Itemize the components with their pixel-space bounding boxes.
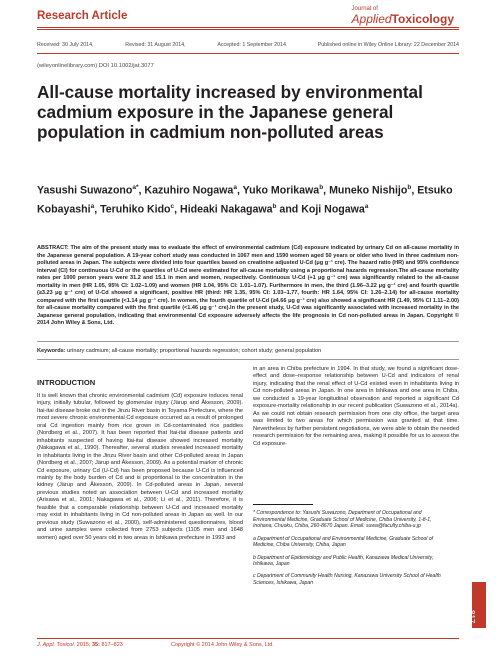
header-rule-top [37, 27, 459, 28]
page-number: 817 [467, 610, 476, 624]
author-separator: , [411, 184, 418, 197]
introduction-left-column: It is well known that chronic environmental cadmium (Cd) exposure induces renal injury, initially tubular, followed by glomerular injury (Järup and Åkesson, 2009). Itai-itai disease broke out in the Jinzu River basin in Toyama Prefecture, where the most severe chronic environmental Cd exposure occurred as a result of prolonged oral Cd ingestion mainly from rice grown in Cd-contaminated rice paddies (Nordberg et al., 2007). It has been reported that Itai-itai disease patients and inhabitants suspected of having Itai-itai disease showed increased mortality (Nakagawa et al., 1990). Thereafter, several studies revealed increased mortality in inhabitants living in the Jinzu River basin and other Cd-polluted areas in Japan (Nordberg et al., 2007; Järup and Åkesson, 2009). As a potential marker of chronic Cd exposure, urinary Cd (U-Cd) has been proposed because U-Cd is influenced mainly by the body burden of Cd and is proportional to the concentration in the kidney (Järup and Åkesson, 2009). In Cd-polluted areas in Japan, several previous studies noted an association between U-Cd and increased mortality (Arisawa et al., 2001; Nakagawa et al., 2006; Li et al., 2011). Therefore, it is feasible that a comparable relationship between U-Cd and increased mortality may exist in inhabitants living in Cd non-polluted areas in Japan as well. In our previous study (Suwazono et al., 2000), self-administered questionnaires, blood and urine samples were collected from 2753 subjects (1105 men and 1648 women) aged over 50 years old in two areas in Ishikawa prefecture in 1993 and [37, 393, 243, 541]
footnote-affiliation-b: b Department of Epidemiology and Public Health, Kanazawa Medical University, Ishikawa, Japan [253, 554, 434, 568]
accepted-date: Accepted: 1 September 2014 [217, 42, 286, 48]
author-name: Muneko Nishijo [329, 184, 408, 197]
author-name: Yuko Morikawa [242, 184, 320, 197]
author-affiliation-marker: a [233, 184, 237, 191]
author-affiliation-marker: b [319, 184, 324, 191]
journal-toxicology-text: Toxicology [391, 12, 454, 26]
citation-year: 2015; [76, 642, 91, 648]
author-separator: , [236, 184, 243, 197]
footnote-correspondence: * Correspondence to: Yasushi Suwazono, Department of Occupational and Environmental Medicine, Graduate School of Medicine, Chiba University, 1-8-1, Inohana, Chuoku, Chiba, 260-8670 Japan. Email: suwa@faculty.chiba-u.jp [253, 510, 432, 530]
article-type-label: Research Article [37, 10, 128, 22]
keywords-label: Keywords: [37, 348, 66, 354]
author-affiliation-marker: b [272, 202, 277, 210]
author-separator: , [138, 184, 145, 197]
citation-journal: J. Appl. Toxicol. [37, 642, 76, 648]
footnote-rule [253, 504, 313, 505]
dates-rule [37, 53, 459, 54]
journal-applied-text: Applied [351, 12, 392, 26]
introduction-heading: INTRODUCTION [37, 378, 96, 387]
keywords-text: urinary cadmium; all-cause mortality; proportional hazards regression; cohort study; general population [67, 348, 322, 354]
abstract: ABSTRACT: The aim of the present study was to evaluate the effect of environmental cadmium (Cd) exposure indicated by urinary Cd on all-cause mortality in the Japanese general population. A 19-year cohort study was conducted in 1067 men and 1590 women aged 50 years or older who lived in three cadmium non-polluted areas in Japan. The subjects were divided into four quartiles based on creatinine adjusted U-Cd (μg g⁻¹ cre). The hazard ratio (HR) and 95% confidence interval (CI) for continuous U-Cd or the quartiles of U-Cd were estimated for all-cause mortality using a proportional hazards regression.The all-cause mortality rates per 1000 person years were 31.2 and 15.1 in men and women, respectively. Continuous U-Cd (+1 μg g⁻¹ cre) was significantly related to the all-cause mortality in men (HR 1.05, 95% CI: 1.02–1.09) and women (HR 1.04, 95% CI: 1.01–1.07). Furthermore in men, the third (1.96–3.22 μg g⁻¹ cre) and fourth quartile (≥3.23 μg g⁻¹ cre) of U-Cd showed a significant, positive HR (third: HR 1.35, 95% CI: 1.03–1.77, fourth: HR 1.64, 95% CI: 1.26–2.14) for all-cause mortality compared with the first quartile (<1.14 μg g⁻¹ cre). In women, the fourth quartile of U-Cd (≥4.66 μg g⁻¹ cre) also showed a significant HR (1.49, 95% CI 1.11–2.00) for all-cause mortality compared with the first quartile (<1.46 μg g⁻¹ cre).In the present study, U-Cd was significantly associated with increased mortality in the Japanese general population, indicating that environmental Cd exposure adversely affects the life prognosis in Cd non-polluted areas in Japan. Copyright © 2014 John Wiley & Sons, Ltd. [37, 245, 459, 326]
article-title: All-cause mortality increased by environmental cadmium exposure in the Japanese general population in cadmium non-polluted areas [37, 82, 423, 142]
doi-line[interactable]: (wileyonlinelibrary.com) DOI 10.1002/jat.3077 [37, 63, 154, 69]
revised-date: Revised: 31 August 2014, [125, 42, 186, 48]
keywords-rule-bottom [37, 359, 459, 360]
received-date: Received: 30 July 2014, [37, 42, 94, 48]
citation-pages: 817–823 [101, 642, 123, 648]
author-affiliation-marker: a* [132, 184, 139, 191]
citation-volume: 35: [91, 642, 100, 648]
footer-rule [37, 638, 459, 639]
author-separator: and [276, 203, 302, 216]
author-name: Koji Nogawa [301, 203, 365, 216]
author-list [37, 180, 467, 218]
author-name: Etsuko Kobayashi [37, 184, 453, 216]
footnotes [253, 504, 443, 592]
footnote-affiliation-a: a Department of Occupational and Environmental Medicine, Graduate School of Medicine, Chiba University, Chiba, Japan [253, 535, 434, 549]
author-name: Hideaki Nakagawa [180, 203, 273, 216]
author-name: Yasushi Suwazono [37, 184, 133, 197]
keywords-rule-top [37, 341, 459, 342]
author-affiliation-marker: c [170, 202, 175, 210]
keywords [37, 348, 459, 355]
author-affiliation-marker: a [364, 202, 369, 210]
published-date: Published online in Wiley Online Library: 22 December 2014 [317, 42, 459, 48]
journal-logo [352, 6, 454, 26]
author-name: Teruhiko Kido [100, 203, 171, 216]
author-affiliation-marker: b [407, 184, 412, 191]
introduction-right-column: in an area in Chiba prefecture in 1994. In that study, we found a significant dose-effect and dose–response relationship between U-Cd and indicators of renal injury, indicating that the renal effect of U-Cd existed even in inhabitants living in Cd non-polluted areas in Japan. In one area in Ishikawa and one area in Chiba, we conducted a 19-year longitudinal observation and reported a significant Cd exposure-mortality relationship in our recent publication (Suwazono et al., 2014a). As we could not obtain research permission from one city office, the target area was limited to two areas for which permission was granted at that time. Nevertheless by further persistent negotiations, we were able to obtain the needed research permission for the remaining area, making it possible for us to assess the Cd exposure- [253, 366, 459, 447]
citation [37, 642, 123, 648]
author-separator: , [94, 203, 101, 216]
author-separator: , [174, 203, 181, 216]
footnote-affiliation-c: c Department of Community Health Nursing, Kanazawa University School of Health Sciences, Ishikawa, Japan [253, 573, 441, 587]
copyright-line: Copyright © 2014 John Wiley & Sons, Ltd. [171, 642, 274, 648]
journal-of-text: Journal of [351, 6, 378, 12]
author-affiliation-marker: a [90, 202, 95, 210]
journal-name [352, 13, 454, 26]
header-rule-bottom [37, 29, 459, 30]
article-dates [37, 42, 459, 48]
author-separator: , [323, 184, 330, 197]
author-name: Kazuhiro Nogawa [144, 184, 234, 197]
